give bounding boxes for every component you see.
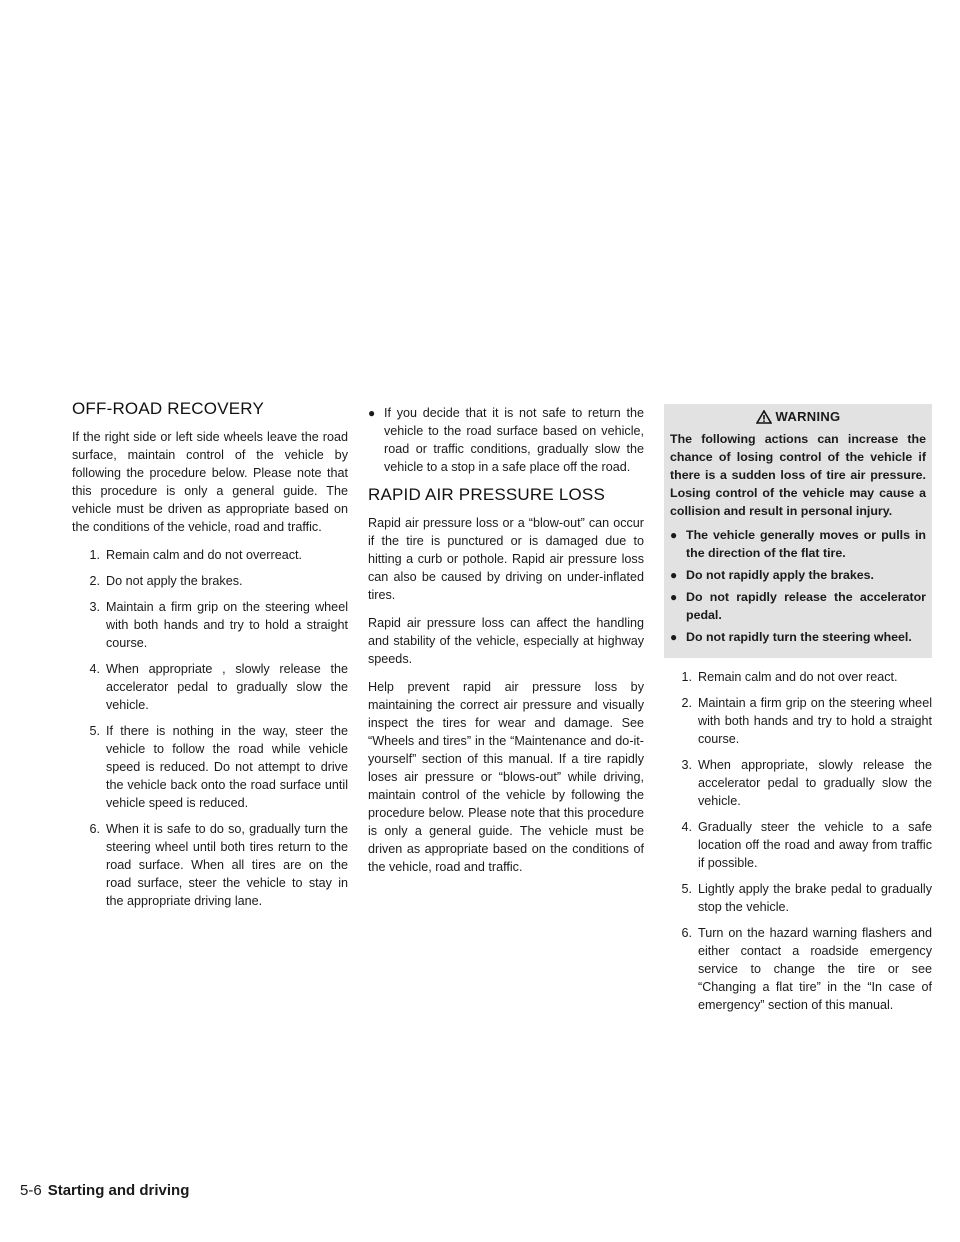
rapid-paragraph-3: Help prevent rapid air pressure loss by maintaining the correct air pressure and visually inspect the tires for wear and damage. See “Wheels and tires” in the “Maintenance and do-it-yourself” section of this manual. If a tire rapidly loses air pressure or “blows-out” while driving, maintain control of the vehicle by following the procedure below. Please note that this procedure is only a general guide. The vehicle must be driven as appropriate based on the conditions of the vehicle, road and traffic. bbox=[368, 680, 644, 874]
list-item: 3. When appropriate, slowly release the accelerator pedal to gradually slow the vehicle. bbox=[681, 758, 932, 808]
offroad-bullets bbox=[368, 404, 644, 476]
list-item: 2. Maintain a firm grip on the steering wheel with both hands and try to hold a straight course. bbox=[681, 696, 932, 746]
list-item: 3. Maintain a firm grip on the steering wheel with both hands and try to hold a straight course. bbox=[89, 600, 348, 650]
column-right bbox=[664, 404, 932, 1022]
offroad-heading: OFF-ROAD RECOVERY bbox=[72, 399, 264, 418]
list-item: ● Do not rapidly turn the steering wheel. bbox=[670, 630, 912, 644]
bullet-icon: ● bbox=[670, 630, 678, 644]
page-number: 5-6 bbox=[20, 1182, 42, 1199]
list-item: ● The vehicle generally moves or pulls in the direction of the flat tire. bbox=[670, 528, 926, 560]
section-title: Starting and driving bbox=[47, 1182, 190, 1199]
warning-bullets bbox=[670, 526, 926, 646]
rapid-steps bbox=[664, 668, 932, 1014]
list-item: ● Do not rapidly release the accelerator pedal. bbox=[670, 590, 926, 622]
list-item: 4. Gradually steer the vehicle to a safe location off the road and away from traffic if possible. bbox=[681, 820, 932, 870]
column-middle bbox=[368, 404, 644, 886]
list-item: 6. Turn on the hazard warning flashers and either contact a roadside emergency service to change the tire or see “Changing a flat tire” in the “In case of emergency” section of this manual. bbox=[681, 926, 932, 1012]
list-item: 6. When it is safe to do so, gradually turn the steering wheel until both tires return to the road surface. When all tires are on the road surface, steer the vehicle to stay in the appropriate driving lane. bbox=[89, 822, 348, 908]
list-item: 1. Remain calm and do not over react. bbox=[681, 670, 898, 684]
bullet-icon: ● bbox=[368, 406, 376, 420]
rapid-heading: RAPID AIR PRESSURE LOSS bbox=[368, 485, 606, 504]
page-footer bbox=[20, 1182, 189, 1199]
list-item: 5. Lightly apply the brake pedal to gradually stop the vehicle. bbox=[681, 882, 932, 914]
bullet-icon: ● bbox=[670, 528, 678, 542]
warning-text: The following actions can increase the chance of losing control of the vehicle if there is a sudden loss of tire air pressure. Losing control of the vehicle may cause a collision and result in personal injury. bbox=[670, 432, 926, 518]
bullet-icon: ● bbox=[670, 568, 678, 582]
rapid-paragraph-1: Rapid air pressure loss or a “blow-out” can occur if the tire is punctured or is damaged due to hitting a curb or pothole. Rapid air pressure loss can also be caused by driving on under-inflated tires. bbox=[368, 516, 644, 602]
list-item: ● Do not rapidly apply the brakes. bbox=[670, 568, 874, 582]
warning-triangle-icon bbox=[756, 410, 772, 424]
list-item: ● If you decide that it is not safe to return the vehicle to the road surface based on vehicle, road or traffic conditions, gradually slow the vehicle to a stop in a safe place off the road. bbox=[368, 406, 644, 474]
list-item: 2. Do not apply the brakes. bbox=[89, 574, 243, 588]
list-item: 1. Remain calm and do not overreact. bbox=[89, 548, 303, 562]
list-item: 4. When appropriate , slowly release the accelerator pedal to gradually slow the vehicle. bbox=[89, 662, 348, 712]
offroad-steps bbox=[72, 546, 348, 910]
warning-box bbox=[664, 404, 932, 658]
bullet-icon: ● bbox=[670, 590, 678, 604]
rapid-paragraph-2: Rapid air pressure loss can affect the handling and stability of the vehicle, especially at highway speeds. bbox=[368, 616, 644, 666]
offroad-intro: If the right side or left side wheels leave the road surface, maintain control of the vehicle by following the procedure below. Please note that this procedure is only a general guide. The vehicle must be driven as appropriate based on the conditions of the vehicle, road and traffic. bbox=[72, 430, 348, 534]
list-item: 5. If there is nothing in the way, steer the vehicle to follow the road while vehicle speed is reduced. Do not attempt to drive the vehicle back onto the road surface until vehicle speed is reduced. bbox=[89, 724, 348, 810]
warning-label: WARNING bbox=[775, 409, 841, 424]
column-left bbox=[72, 400, 348, 918]
warning-header bbox=[670, 404, 926, 430]
